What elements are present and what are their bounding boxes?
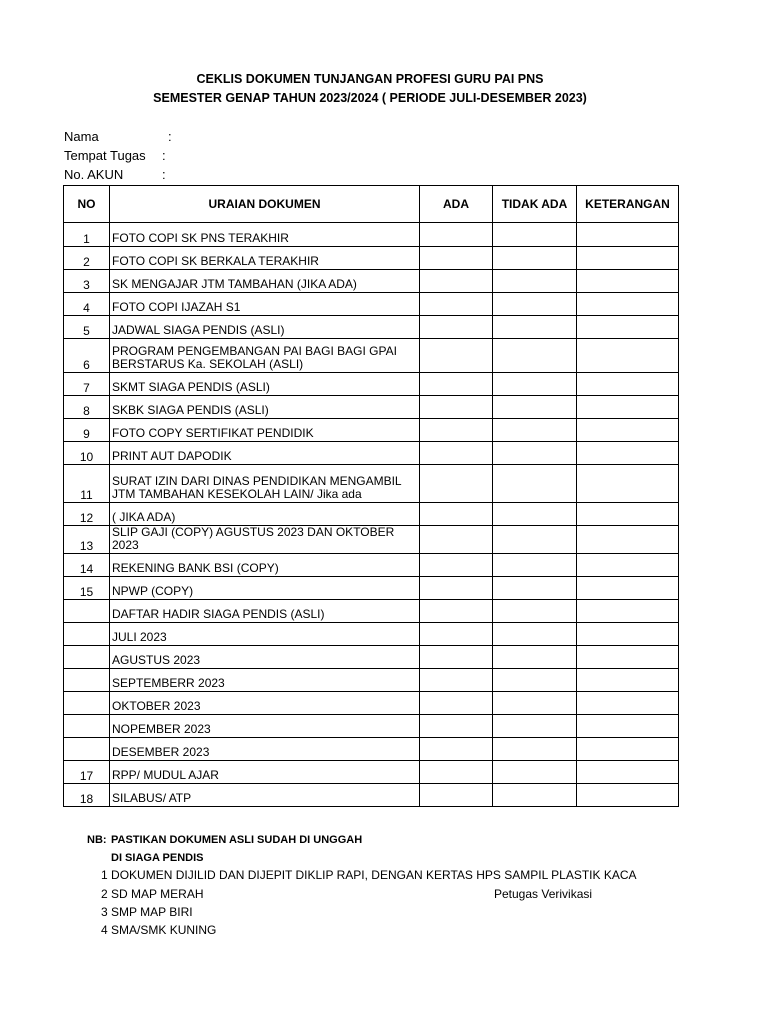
petugas-verifikasi: Petugas Verivikasi [494,887,593,901]
keterangan-cell [577,293,679,316]
tidak-ada-cell [493,623,577,646]
tidak-ada-cell [493,419,577,442]
row-number [64,669,110,692]
table-row [64,270,679,293]
ada-cell [420,646,493,669]
row-number: 4 [64,293,110,316]
table-row [64,623,679,646]
note-text: SMP MAP BIRI [111,905,193,919]
keterangan-cell [577,761,679,784]
note-item [101,923,216,937]
row-description: DESEMBER 2023 [110,738,420,761]
table-row [64,646,679,669]
note-number: 2 [101,887,108,901]
keterangan-cell [577,373,679,396]
row-description: NPWP (COPY) [110,577,420,600]
ada-cell [420,692,493,715]
note-number: 1 [101,868,108,882]
row-number: 18 [64,784,110,807]
ada-cell [420,247,493,270]
note-number: 3 [101,905,108,919]
field-label: Nama [64,129,99,144]
field-colon: : [168,129,172,144]
table-row [64,373,679,396]
row-number: 3 [64,270,110,293]
tidak-ada-cell [493,526,577,554]
table-row [64,442,679,465]
field-nama [64,129,172,144]
row-description: SILABUS/ ATP [110,784,420,807]
keterangan-cell [577,442,679,465]
tidak-ada-cell [493,646,577,669]
keterangan-cell [577,339,679,373]
nb-label: NB: [87,834,107,846]
ada-cell [420,600,493,623]
keterangan-cell [577,738,679,761]
table-row [64,419,679,442]
keterangan-cell [577,623,679,646]
row-description: NOPEMBER 2023 [110,715,420,738]
table-row [64,554,679,577]
tidak-ada-cell [493,503,577,526]
table-row [64,223,679,247]
keterangan-cell [577,646,679,669]
ada-cell [420,577,493,600]
keterangan-cell [577,669,679,692]
document-title-line2: SEMESTER GENAP TAHUN 2023/2024 ( PERIODE JULI-DESEMBER 2023) [153,91,587,105]
tidak-ada-cell [493,600,577,623]
row-description: AGUSTUS 2023 [110,646,420,669]
row-number: 15 [64,577,110,600]
field-colon: : [162,167,166,182]
ada-cell [420,339,493,373]
tidak-ada-cell [493,669,577,692]
note-text: DOKUMEN DIJILID DAN DIJEPIT DIKLIP RAPI, DENGAN KERTAS HPS SAMPIL PLASTIK KACA [111,868,637,882]
keterangan-cell [577,784,679,807]
ada-cell [420,396,493,419]
tidak-ada-cell [493,339,577,373]
tidak-ada-cell [493,715,577,738]
ada-cell [420,526,493,554]
note-text: SD MAP MERAH [111,887,204,901]
keterangan-cell [577,465,679,503]
keterangan-cell [577,526,679,554]
row-number: 6 [64,339,110,373]
row-number: 13 [64,526,110,554]
row-description: FOTO COPI IJAZAH S1 [110,293,420,316]
row-description: RPP/ MUDUL AJAR [110,761,420,784]
table-row [64,396,679,419]
row-number: 1 [64,223,110,247]
tidak-ada-cell [493,465,577,503]
table-row [64,669,679,692]
row-number: 8 [64,396,110,419]
ada-cell [420,223,493,247]
keterangan-cell [577,554,679,577]
ada-cell [420,761,493,784]
table-row [64,247,679,270]
tidak-ada-cell [493,293,577,316]
row-description: PRINT AUT DAPODIK [110,442,420,465]
keterangan-cell [577,270,679,293]
table-header-row [64,186,679,223]
ada-cell [420,373,493,396]
note-item [101,868,637,882]
ada-cell [420,715,493,738]
tidak-ada-cell [493,692,577,715]
field-no-akun [64,167,166,182]
row-number: 7 [64,373,110,396]
tidak-ada-cell [493,554,577,577]
tidak-ada-cell [493,316,577,339]
tidak-ada-cell [493,442,577,465]
row-description: SK MENGAJAR JTM TAMBAHAN (JIKA ADA) [110,270,420,293]
checklist-table [63,185,679,807]
tidak-ada-cell [493,373,577,396]
row-number: 2 [64,247,110,270]
row-number: 12 [64,503,110,526]
tidak-ada-cell [493,223,577,247]
nb-line2: DI SIAGA PENDIS [111,852,204,864]
row-number [64,715,110,738]
ada-cell [420,784,493,807]
keterangan-cell [577,600,679,623]
row-description: DAFTAR HADIR SIAGA PENDIS (ASLI) [110,600,420,623]
table-row [64,715,679,738]
row-number [64,738,110,761]
table-row [64,738,679,761]
tidak-ada-cell [493,247,577,270]
column-header-no: NO [64,186,110,223]
keterangan-cell [577,223,679,247]
note-item [101,905,193,919]
row-description: JADWAL SIAGA PENDIS (ASLI) [110,316,420,339]
row-description: OKTOBER 2023 [110,692,420,715]
tidak-ada-cell [493,761,577,784]
ada-cell [420,270,493,293]
table-row [64,784,679,807]
table-row [64,465,679,503]
row-number: 14 [64,554,110,577]
column-header-ada: ADA [420,186,493,223]
ada-cell [420,419,493,442]
table-row [64,692,679,715]
table-row [64,600,679,623]
column-header-keterangan: KETERANGAN [577,186,679,223]
ada-cell [420,554,493,577]
tidak-ada-cell [493,738,577,761]
table-row [64,577,679,600]
column-header-uraian: URAIAN DOKUMEN [110,186,420,223]
row-number: 9 [64,419,110,442]
table-row [64,339,679,373]
row-description: FOTO COPI SK BERKALA TERAKHIR [110,247,420,270]
ada-cell [420,442,493,465]
row-number: 5 [64,316,110,339]
column-header-tidak-ada: TIDAK ADA [493,186,577,223]
ada-cell [420,503,493,526]
keterangan-cell [577,692,679,715]
row-number [64,623,110,646]
row-number: 11 [64,465,110,503]
row-description: SKBK SIAGA PENDIS (ASLI) [110,396,420,419]
tidak-ada-cell [493,784,577,807]
row-description: JULI 2023 [110,623,420,646]
table-row [64,316,679,339]
row-number [64,600,110,623]
row-description: ( JIKA ADA) [110,503,420,526]
keterangan-cell [577,396,679,419]
row-description: SEPTEMBERR 2023 [110,669,420,692]
row-number: 10 [64,442,110,465]
table-body [64,223,679,807]
row-number [64,692,110,715]
ada-cell [420,293,493,316]
keterangan-cell [577,577,679,600]
keterangan-cell [577,247,679,270]
tidak-ada-cell [493,577,577,600]
field-colon: : [162,148,166,163]
note-item [101,887,204,901]
keterangan-cell [577,503,679,526]
field-tempat-tugas [64,148,166,163]
table-row [64,503,679,526]
field-label: Tempat Tugas [64,148,146,163]
row-number: 17 [64,761,110,784]
ada-cell [420,316,493,339]
keterangan-cell [577,316,679,339]
note-text: SMA/SMK KUNING [111,923,217,937]
ada-cell [420,623,493,646]
row-description: PROGRAM PENGEMBANGAN PAI BAGI BAGI GPAI BERSTARUS Ka. SEKOLAH (ASLI) [110,339,420,373]
row-description: FOTO COPY SERTIFIKAT PENDIDIK [110,419,420,442]
tidak-ada-cell [493,270,577,293]
nb-line1: PASTIKAN DOKUMEN ASLI SUDAH DI UNGGAH [111,834,363,846]
ada-cell [420,465,493,503]
document-title-line1: CEKLIS DOKUMEN TUNJANGAN PROFESI GURU PAI PNS [196,72,544,86]
row-description: SURAT IZIN DARI DINAS PENDIDIKAN MENGAMBIL JTM TAMBAHAN KESEKOLAH LAIN/ Jika ada [110,465,420,503]
keterangan-cell [577,715,679,738]
keterangan-cell [577,419,679,442]
row-description: SKMT SIAGA PENDIS (ASLI) [110,373,420,396]
tidak-ada-cell [493,396,577,419]
ada-cell [420,738,493,761]
ada-cell [420,669,493,692]
row-description: SLIP GAJI (COPY) AGUSTUS 2023 DAN OKTOBER 2023 [110,526,420,554]
table-row [64,761,679,784]
field-label: No. AKUN [64,167,124,182]
table-row [64,293,679,316]
table-row [64,526,679,554]
note-number: 4 [101,923,108,937]
row-description: REKENING BANK BSI (COPY) [110,554,420,577]
row-number [64,646,110,669]
row-description: FOTO COPI SK PNS TERAKHIR [110,223,420,247]
